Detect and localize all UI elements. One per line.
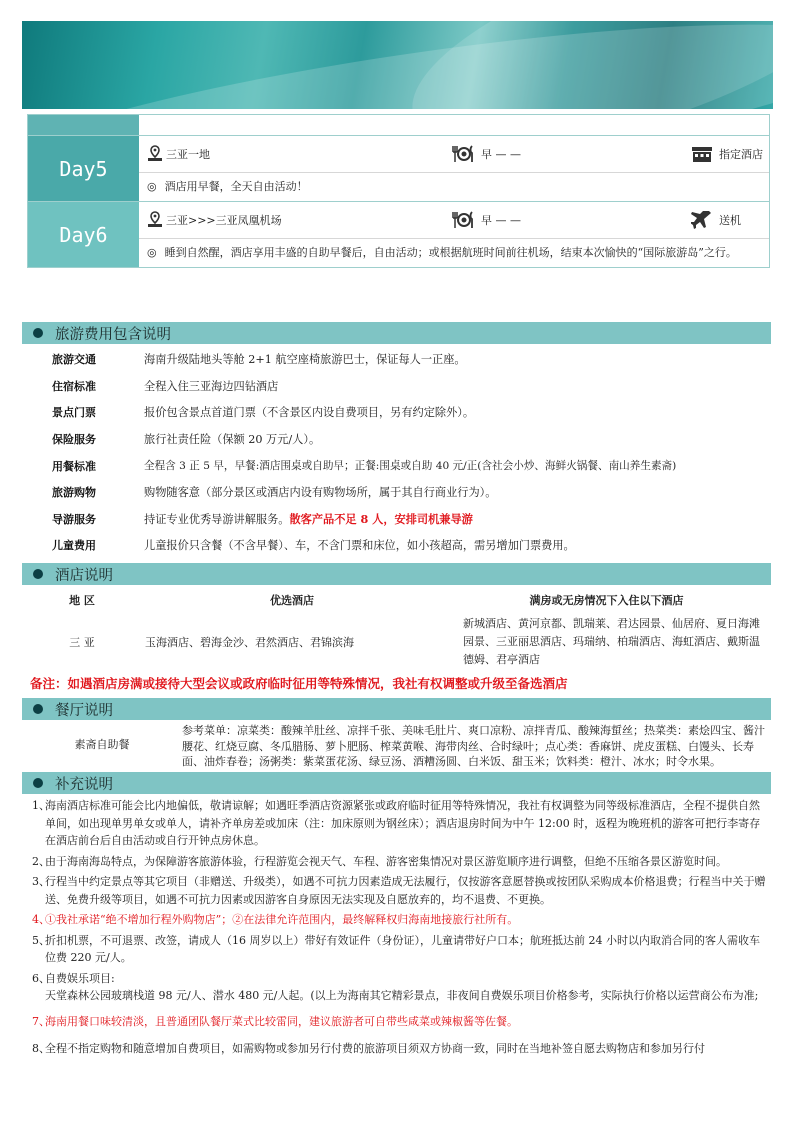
note-item <box>32 970 770 988</box>
day-description: 酒店用早餐，全天自由活动！ <box>164 180 308 193</box>
note-text: 折扣机票，不可退票、改签，请成人（16 周岁以上）带好有效证件（身份证），儿童请带好户口本；航班抵达前 24 小时以内取消合同的客人需收车位费 220 元/人。 <box>45 933 760 964</box>
section-header-hotel <box>22 563 771 585</box>
note-item <box>32 873 770 908</box>
airplane-icon <box>691 211 713 229</box>
fee-value: 海南升级陆地头等舱 2+1 航空座椅旅游巴士，保证每人一正座。 <box>144 353 466 367</box>
note-text: 自费娱乐项目: <box>45 971 115 985</box>
note-item <box>32 1013 770 1031</box>
meals-text: 早 — — <box>481 214 521 227</box>
note-number: 7、 <box>32 1014 50 1028</box>
note-item <box>32 853 770 871</box>
fee-value: 全程含 3 正 5 早，早餐:酒店围桌或自助早；正餐:围桌或自助 40 元/正(含社会小炒、海鲜火锅餐、南山养生素斋) <box>144 460 677 473</box>
note-text: 海南酒店标准可能会比内地偏低，敬请谅解；如遇旺季酒店资源紧张或政府临时征用等特殊情况，我社有权调整为同等级标准酒店，全程不提供自然单间，如出现单男单女或单人，请补齐单房差或加床（注：加床原则为钢丝床）；酒店退房时间为中午 12:00 时，返程为晚班机的游客可把行李寄存在酒店前台后自由活动或自行开钟点房休息。 <box>45 799 761 847</box>
section-title: 餐厅说明 <box>55 702 113 719</box>
note-text: ①我社承诺“绝不增加行程外购物店”；②在法律允许范围内，最终解释权归海南地接旅行社所有。 <box>45 913 519 926</box>
fee-label: 用餐标准 <box>52 459 96 473</box>
fee-value-highlight: 散客产品不足 8 人，安排司机兼导游 <box>289 511 473 526</box>
restaurant-name: 素斋自助餐 <box>74 738 130 752</box>
location-pin-icon <box>147 211 163 229</box>
fee-row <box>52 506 772 533</box>
hotel-text: 指定酒店 <box>719 148 763 161</box>
fee-value: 购物随客意（部分景区或酒店内设有购物场所，属于其自行商业行为）。 <box>144 486 497 500</box>
dining-icon <box>451 211 475 229</box>
note-item <box>32 932 770 967</box>
fees-table <box>52 346 772 559</box>
section-dot-icon <box>33 778 43 788</box>
hotel-table-row <box>22 614 771 670</box>
note-item <box>32 797 770 850</box>
fee-row <box>52 373 772 400</box>
day-label: Day6 <box>28 202 139 267</box>
hotel-preferred: 玉海酒店、碧海金沙、君然酒店、君锦滨海 <box>145 636 354 649</box>
fee-value: 持证专业优秀导游讲解服务。 <box>144 512 290 526</box>
fee-row <box>52 452 772 479</box>
restaurant-menu: 参考菜单：凉菜类：酸辣羊肚丝、凉拌千张、美味毛肚片、爽口凉粉、凉拌青瓜、酸辣海蜇丝；热菜类：素烩四宝、酱汁腰花、红烧豆腐、冬瓜腊肠、萝卜肥肠、榨菜黄喉、海带肉丝、合时绿叶；点心类：香麻饼、虎皮蛋糕、白馒头、长寿面、油炸春卷；汤粥类：紫菜蛋花汤、绿豆汤、酒糟汤圆、白米饭、甜玉米；饮料类：橙汁、冰水；时令水果。 <box>182 724 765 769</box>
fee-label: 保险服务 <box>52 433 96 447</box>
hotel-icon <box>691 145 713 163</box>
notes-list <box>32 797 770 1061</box>
itinerary-top-strip <box>28 115 769 135</box>
fee-value: 旅行社责任险（保额 20 万元/人）。 <box>144 433 321 447</box>
section-header-restaurant <box>22 698 771 720</box>
fee-value: 儿童报价只含餐（不含早餐）、车，不含门票和床位，如小孩超高，需另增加门票费用。 <box>144 539 575 553</box>
itinerary-table <box>27 114 770 268</box>
section-header-notes <box>22 772 771 794</box>
fee-label: 儿童费用 <box>52 539 96 553</box>
section-header-fees <box>22 322 771 344</box>
note-number: 2、 <box>32 854 50 868</box>
hotel-alternate: 新城酒店、黄河京都、凯瑞莱、君达园景、仙居府、夏日海滩园景、三亚丽思酒店、玛瑞纳、柏瑞酒店、海虹酒店、戴斯温德姆、君亭酒店 <box>463 617 760 666</box>
note-number: 6、 <box>32 971 50 985</box>
section-dot-icon <box>33 704 43 714</box>
fee-value: 报价包含景点首道门票（不含景区内设自费项目，另有约定除外）。 <box>144 406 475 420</box>
hotel-col-preferred: 优选酒店 <box>270 594 314 607</box>
section-title: 酒店说明 <box>55 567 113 584</box>
note-number: 8、 <box>32 1042 50 1055</box>
fee-label: 旅游交通 <box>52 353 96 367</box>
hotel-col-alternate: 满房或无房情况下入住以下酒店 <box>529 594 684 607</box>
day-row <box>28 135 769 201</box>
hotel-table-header <box>22 588 771 612</box>
section-dot-icon <box>33 569 43 579</box>
note-number: 5、 <box>32 933 50 947</box>
location-pin-icon <box>147 145 163 163</box>
hotel-col-area: 地 区 <box>69 594 95 607</box>
fee-label: 导游服务 <box>52 512 96 526</box>
route-text: 三亚一地 <box>166 148 210 161</box>
section-title: 补充说明 <box>55 776 113 793</box>
meals-text: 早 — — <box>481 148 521 161</box>
day-label: Day5 <box>28 136 139 201</box>
restaurant-row <box>22 721 771 769</box>
bullet-icon: ◎ <box>147 246 157 259</box>
bullet-icon: ◎ <box>147 180 157 193</box>
fee-row <box>52 399 772 426</box>
note-number: 4、 <box>32 913 50 926</box>
day-row <box>28 201 769 267</box>
note-item <box>32 911 770 929</box>
note-item <box>32 1040 770 1058</box>
note-text: 海南用餐口味较清淡，且普通团队餐厅菜式比较雷同，建议旅游者可自带些咸菜或辣椒酱等佐餐。 <box>45 1014 518 1028</box>
note-text: 行程当中约定景点等其它项目（非赠送、升级类），如遇不可抗力因素造成无法履行，仅按游客意愿替换或按团队采购成本价格退费；行程当中关于赠送、免费升级等项目，如遇不可抗力因素或因游客自身原因无法实现及自愿放弃的，均不退费、不更换。 <box>45 875 766 906</box>
fee-label: 住宿标准 <box>52 379 96 393</box>
note-subtext: 天堂森林公园玻璃栈道 98 元/人、潜水 480 元/人起。(以上为海南其它精彩景点，非夜间自费娱乐项目价格参考，实际执行价格以运营商公布为准; <box>45 989 759 1002</box>
note-text: 全程不指定购物和随意增加自费项目，如需购物或参加另行付费的旅游项目须双方协商一致，同时在当地补签自愿去购物店和参加另行付 <box>45 1042 705 1055</box>
note-number: 3、 <box>32 875 50 888</box>
hotel-note: 备注：如遇酒店房满或接待大型会议或政府临时征用等特殊情况，我社有权调整或升级至备选酒店 <box>30 676 568 691</box>
hotel-text: 送机 <box>719 214 741 227</box>
dining-icon <box>451 145 475 163</box>
hotel-area: 三 亚 <box>69 636 95 649</box>
fee-value: 全程入住三亚海边四钻酒店 <box>144 379 279 393</box>
fee-row <box>52 532 772 559</box>
fee-row <box>52 346 772 373</box>
day-description: 睡到自然醒，酒店享用丰盛的自助早餐后，自由活动；或根据航班时间前往机场，结束本次愉快的“国际旅游岛”之行。 <box>164 246 737 259</box>
fee-row <box>52 426 772 453</box>
section-dot-icon <box>33 328 43 338</box>
note-number: 1、 <box>32 799 50 812</box>
section-title: 旅游费用包含说明 <box>55 326 171 343</box>
route-text: 三亚>>>三亚凤凰机场 <box>166 214 282 227</box>
note-text: 由于海南海岛特点，为保障游客旅游体验，行程游览会视天气、车程、游客密集情况对景区游览顺序进行调整，但绝不压缩各景区游览时间。 <box>45 854 727 868</box>
fee-label: 景点门票 <box>52 406 96 420</box>
header-banner <box>22 21 773 109</box>
fee-label: 旅游购物 <box>52 486 96 500</box>
fee-row <box>52 479 772 506</box>
